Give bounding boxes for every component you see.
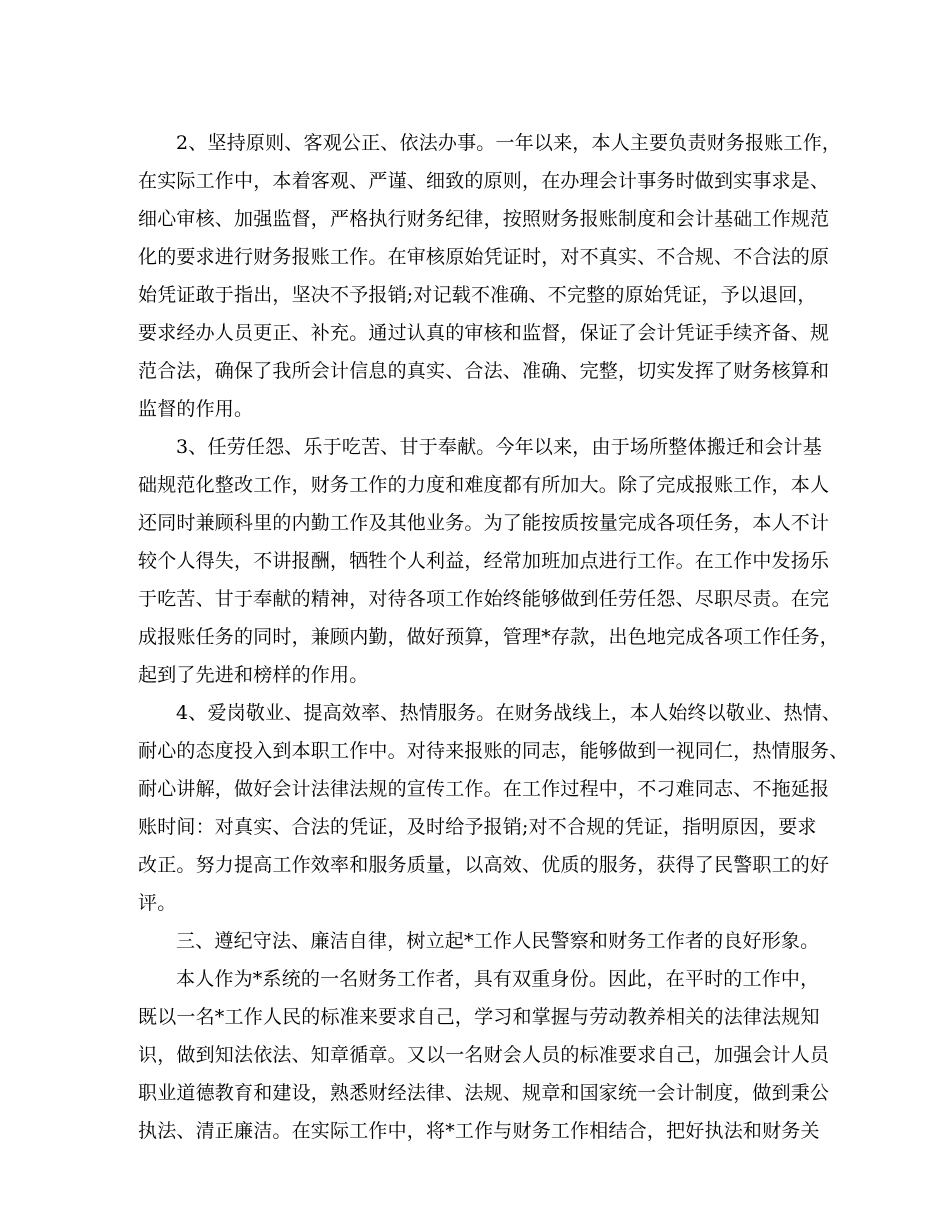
paragraph-5-line-2: 既以一名*工作人民的标准来要求自己，学习和掌握与劳动教养相关的法律法规知: [138, 1006, 820, 1028]
paragraph-5-line-1: 本人作为*系统的一名财务工作者，具有双重身份。因此，在平时的工作中，: [176, 968, 820, 990]
paragraph-3-line-3: 还同时兼顾科里的内勤工作及其他业务。为了能按质按量完成各项任务，本人不计: [138, 512, 830, 534]
paragraph-3-line-7: 起到了先进和榜样的作用。: [138, 664, 369, 686]
paragraph-4-line-1: 4、爱岗敬业、提高效率、热情服务。在财务战线上，本人始终以敬业、热情、: [176, 702, 842, 724]
paragraph-2-line-8: 监督的作用。: [138, 398, 254, 420]
paragraph-2-line-5: 始凭证敢于指出，坚决不予报销;对记载不准确、不完整的原始凭证，予以退回，: [138, 284, 817, 306]
paragraph-3-line-4: 较个人得失，不讲报酬，牺牲个人利益，经常加班加点进行工作。在工作中发扬乐: [138, 550, 830, 572]
paragraph-3-line-2: 础规范化整改工作，财务工作的力度和难度都有所加大。除了完成报账工作，本人: [138, 474, 830, 496]
paragraph-2-line-7: 范合法，确保了我所会计信息的真实、合法、准确、完整，切实发挥了财务核算和: [138, 360, 830, 382]
paragraph-4-line-5: 改正。努力提高工作效率和服务质量，以高效、优质的服务，获得了民警职工的好: [138, 854, 830, 876]
paragraph-2-line-4: 化的要求进行财务报账工作。在审核原始凭证时，对不真实、不合规、不合法的原: [138, 246, 830, 268]
paragraph-4-line-3: 耐心讲解，做好会计法律法规的宣传工作。在工作过程中，不刁难同志、不拖延报: [138, 778, 830, 800]
paragraph-3-line-5: 于吃苦、甘于奉献的精神，对待各项工作始终能够做到任劳任怨、尽职尽责。在完: [138, 588, 830, 610]
paragraph-2-line-6: 要求经办人员更正、补充。通过认真的审核和监督，保证了会计凭证手续齐备、规: [138, 322, 830, 344]
paragraph-2-line-2: 在实际工作中，本着客观、严谨、细致的原则，在办理会计事务时做到实事求是、: [138, 170, 830, 192]
paragraph-2-line-1: 2、坚持原则、客观公正、依法办事。一年以来，本人主要负责财务报账工作，: [176, 132, 842, 154]
paragraph-5-line-3: 识，做到知法依法、知章循章。又以一名财会人员的标准要求自己，加强会计人员: [138, 1044, 830, 1066]
paragraph-5-line-5: 执法、清正廉洁。在实际工作中，将*工作与财务工作相结合，把好执法和财务关: [138, 1120, 820, 1142]
paragraph-4-line-4: 账时间：对真实、合法的凭证，及时给予报销;对不合规的凭证，指明原因，要求: [138, 816, 817, 838]
section-3-heading: 三、遵纪守法、廉洁自律，树立起*工作人民警察和财务工作者的良好形象。: [176, 930, 820, 952]
paragraph-4-line-6: 评。: [138, 892, 177, 914]
paragraph-3-line-6: 成报账任务的同时，兼顾内勤，做好预算，管理*存款，出色地完成各项工作任务，: [138, 626, 839, 648]
paragraph-4-line-2: 耐心的态度投入到本职工作中。对待来报账的同志，能够做到一视同仁，热情服务、: [138, 740, 849, 762]
paragraph-2-line-3: 细心审核、加强监督，严格执行财务纪律，按照财务报账制度和会计基础工作规范: [138, 208, 830, 230]
paragraph-3-line-1: 3、任劳任怨、乐于吃苦、甘于奉献。今年以来，由于场所整体搬迁和会计基: [176, 436, 822, 458]
paragraph-5-line-4: 职业道德教育和建设，熟悉财经法律、法规、规章和国家统一会计制度，做到秉公: [138, 1082, 830, 1104]
